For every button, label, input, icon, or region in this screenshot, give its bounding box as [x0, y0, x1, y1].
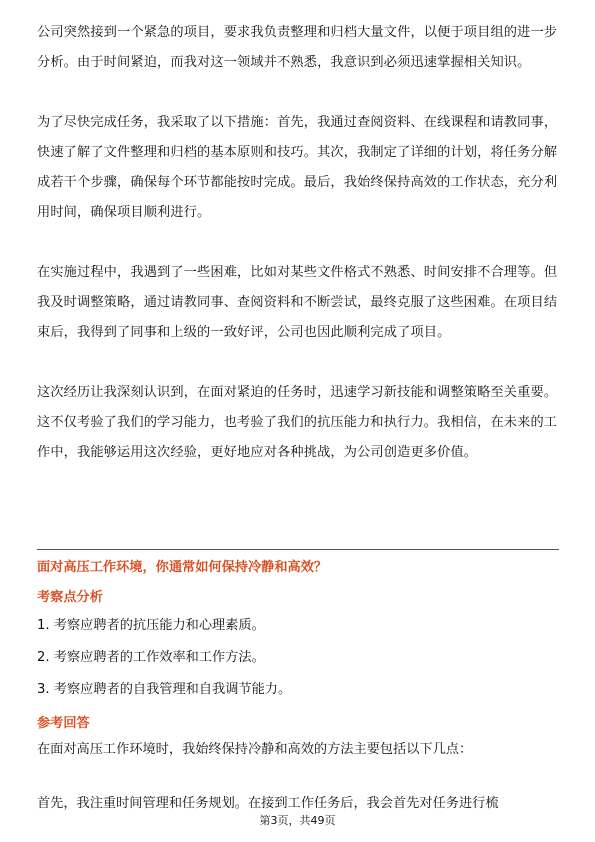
body-text [37, 18, 559, 468]
analysis-item-2: 2. 考察应聘者的工作效率和工作方法。 [37, 650, 265, 665]
paragraph-2: 为了尽快完成任务，我采取了以下措施：首先，我通过查阅资料、在线课程和请教同事，快速了解了文件整理和归档的基本原则和技巧。其次，我制定了详细的计划，将任务分解成若干个步骤，确保每个环节都能按时完成。最后，我始终保持高效的工作状态，充分利用时间，确保项目顺利进行。 [37, 115, 558, 220]
question-block [37, 558, 559, 814]
question-title: 面对高压工作环境，你通常如何保持冷静和高效？ [37, 560, 328, 575]
answer-intro: 在面对高压工作环境时，我始终保持冷静和高效的方法主要包括以下几点： [37, 742, 473, 757]
answer-title: 参考回答 [37, 716, 90, 731]
page-number: 第3页，共49页 [259, 814, 336, 827]
answer-first-point: 首先，我注重时间管理和任务规划。在接到工作任务后，我会首先对任务进行梳 [37, 796, 499, 811]
section-divider [37, 549, 559, 550]
analysis-item-3: 3. 考察应聘者的自我管理和自我调节能力。 [37, 682, 292, 697]
paragraph-3: 在实施过程中，我遇到了一些困难，比如对某些文件格式不熟悉、时间安排不合理等。但我及时调整策略，通过请教同事、查阅资料和不断尝试，最终克服了这些困难。在项目结束后，我得到了同事和上级的一致好评，公司也因此顺利完成了项目。 [37, 265, 558, 340]
paragraph-1: 公司突然接到一个紧急的项目，要求我负责整理和归档大量文件，以便于项目组的进一步分析。由于时间紧迫，而我对这一领域并不熟悉，我意识到必须迅速掌握相关知识。 [37, 25, 558, 70]
paragraph-4: 这次经历让我深刻认识到，在面对紧迫的任务时，迅速学习新技能和调整策略至关重要。这不仅考验了我们的学习能力，也考验了我们的抗压能力和执行力。我相信，在未来的工作中，我能够运用这次经验，更好地应对各种挑战，为公司创造更多价值。 [37, 385, 558, 460]
analysis-item-1: 1. 考察应聘者的抗压能力和心理素质。 [37, 618, 265, 633]
analysis-title: 考察点分析 [37, 590, 103, 605]
